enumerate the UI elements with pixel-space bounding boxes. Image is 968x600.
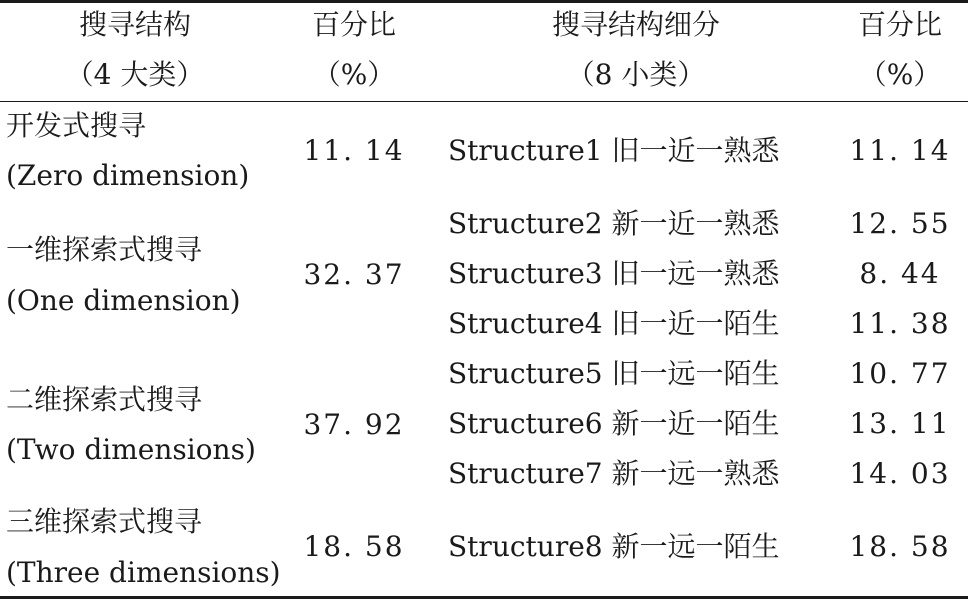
group-percent: 32. 37 — [303, 258, 405, 291]
group-percent: 18. 58 — [303, 530, 405, 563]
group-english: (Zero dimension) — [6, 159, 250, 192]
group-name: 三维探索式搜寻 — [6, 505, 203, 538]
structure-label: Structure5 旧一远一陌生 — [448, 357, 780, 390]
group-name: 开发式搜寻 — [6, 109, 147, 142]
structure-label: Structure4 旧一近一陌生 — [448, 307, 780, 340]
header-structure-detail-sub: （8 小类） — [566, 58, 706, 91]
top-rule — [0, 0, 968, 3]
bottom-rule — [0, 596, 968, 599]
structure-percent: 10. 77 — [849, 357, 951, 390]
structure-label: Structure1 旧一近一熟悉 — [448, 134, 780, 167]
structure-percent: 14. 03 — [849, 457, 951, 490]
header-percent-2: 百分比 — [857, 8, 943, 41]
header-rule — [0, 101, 968, 102]
header-structure-sub: （4 大类） — [65, 58, 205, 91]
group-percent: 37. 92 — [303, 408, 405, 441]
group-english: (Two dimensions) — [6, 433, 256, 466]
header-structure: 搜寻结构 — [78, 8, 192, 41]
header-structure-detail: 搜寻结构细分 — [551, 8, 721, 41]
group-english: (Three dimensions) — [6, 556, 281, 589]
header-percent: 百分比 — [311, 8, 397, 41]
structure-label: Structure6 新一近一陌生 — [448, 407, 780, 440]
structure-percent: 8. 44 — [859, 257, 941, 290]
group-name: 二维探索式搜寻 — [6, 383, 203, 416]
group-english: (One dimension) — [6, 284, 241, 317]
group-name: 一维探索式搜寻 — [6, 233, 203, 266]
structure-percent: 18. 58 — [849, 530, 951, 563]
structure-percent: 11. 38 — [849, 307, 951, 340]
structure-percent: 11. 14 — [849, 134, 951, 167]
header-percent-unit-2: （%） — [858, 58, 942, 91]
structure-percent: 13. 11 — [849, 407, 951, 440]
group-percent: 11. 14 — [303, 134, 405, 167]
structure-label: Structure2 新一近一熟悉 — [448, 207, 780, 240]
structure-label: Structure8 新一远一陌生 — [448, 530, 780, 563]
structure-label: Structure7 新一远一熟悉 — [448, 457, 780, 490]
structure-label: Structure3 旧一远一熟悉 — [448, 257, 780, 290]
structure-percent: 12. 55 — [849, 207, 951, 240]
header-percent-unit: （%） — [312, 58, 396, 91]
